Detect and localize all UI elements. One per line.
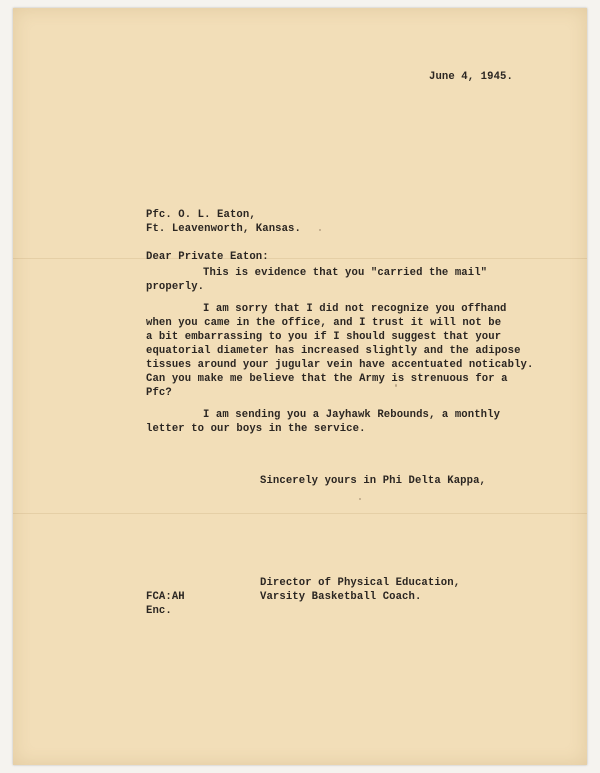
paragraph-3-line: I am sending you a Jayhawk Rebounds, a monthly [203, 409, 501, 421]
signature-title: Varsity Basketball Coach. [260, 591, 422, 603]
paper-speck [359, 498, 361, 500]
paragraph-2-line: tissues around your jugular vein have accentuated noticably. [146, 359, 534, 371]
recipient-address: Ft. Leavenworth, Kansas. [146, 223, 301, 235]
paper-fold [13, 513, 587, 514]
recipient-name: Pfc. O. L. Eaton, [146, 209, 256, 221]
paragraph-2-line: Can you make me believe that the Army is strenuous for a [146, 373, 508, 385]
paper-speck [319, 229, 321, 231]
letter-page [13, 8, 587, 765]
paragraph-3-line: letter to our boys in the service. [146, 423, 366, 435]
paragraph-2-line: when you came in the office, and I trust it will not be [146, 317, 502, 329]
paragraph-2-line: a bit embarrassing to you if I should suggest that your [146, 331, 502, 343]
letter-date: June 4, 1945. [429, 71, 513, 83]
salutation: Dear Private Eaton: [146, 251, 269, 263]
enclosure-note: Enc. [146, 605, 172, 617]
paragraph-2-line: equatorial diameter has increased slightly and the adipose [146, 345, 521, 357]
closing: Sincerely yours in Phi Delta Kappa, [260, 475, 487, 487]
paper-fold [13, 258, 587, 259]
paragraph-1-line: This is evidence that you "carried the mail" [203, 267, 488, 279]
signature-title: Director of Physical Education, [260, 577, 461, 589]
paragraph-1-line: properly. [146, 281, 205, 293]
reference-initials: FCA:AH [146, 591, 185, 603]
paragraph-2-line: I am sorry that I did not recognize you offhand [203, 303, 507, 315]
paragraph-2-line: Pfc? [146, 387, 172, 399]
